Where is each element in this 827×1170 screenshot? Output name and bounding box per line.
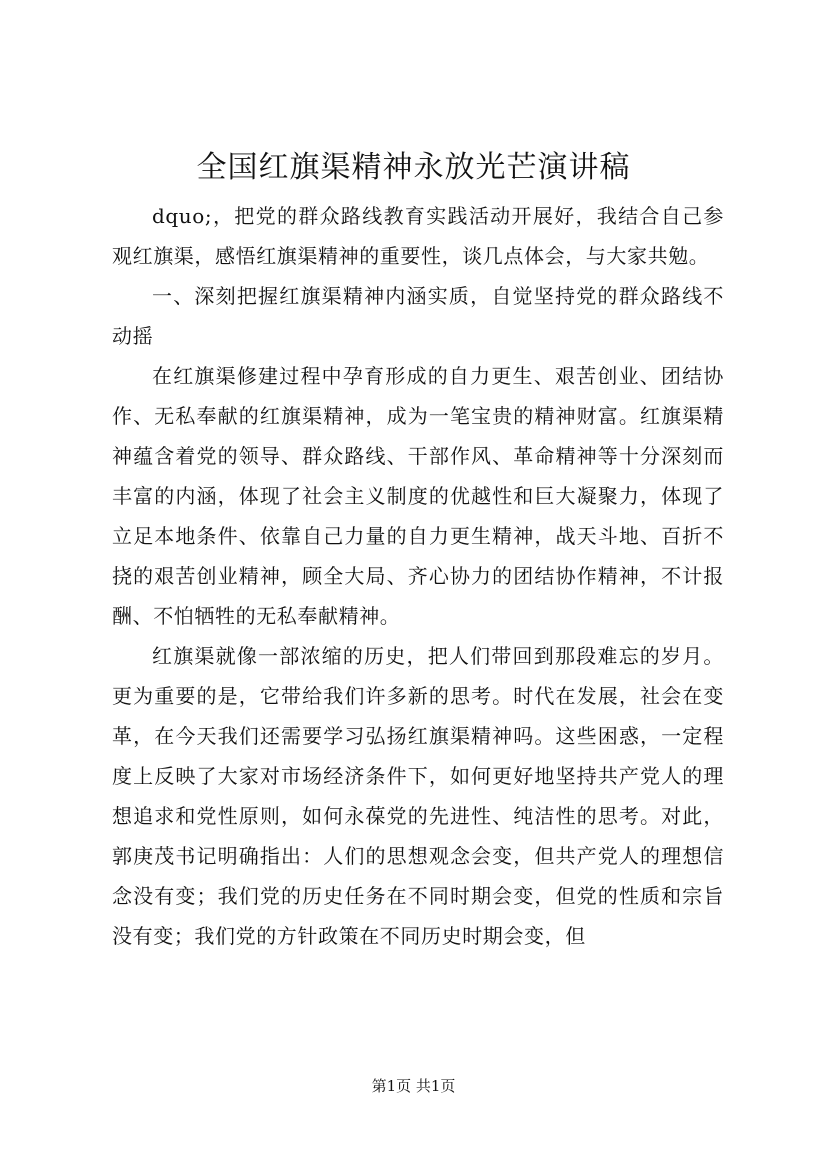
document-body: [112, 196, 724, 956]
paragraph-spirit: 在红旗渠修建过程中孕育形成的自力更生、艰苦创业、团结协作、无私奉献的红旗渠精神，成为一笔宝贵的精神财富。红旗渠精神蕴含着党的领导、群众路线、干部作风、革命精神等十分深刻而丰富的内涵，体现了社会主义制度的优越性和巨大凝聚力，体现了立足本地条件、依靠自己力量的自力更生精神，战天斗地、百折不挠的艰苦创业精神，顾全大局、齐心协力的团结协作精神，不计报酬、不怕牺牲的无私奉献精神。: [112, 364, 724, 628]
page-number-footer: 第1页 共1页: [371, 1077, 456, 1095]
section-heading-1: 一、深刻把握红旗渠精神内涵实质，自觉坚持党的群众路线不动摇: [112, 284, 724, 348]
paragraph-intro: dquo;，把党的群众路线教育实践活动开展好，我结合自己参观红旗渠，感悟红旗渠精神的重要性，谈几点体会，与大家共勉。: [112, 204, 724, 268]
document-title: 全国红旗渠精神永放光芒演讲稿: [196, 150, 631, 185]
paragraph-history: 红旗渠就像一部浓缩的历史，把人们带回到那段难忘的岁月。更为重要的是，它带给我们许多新的思考。时代在发展，社会在变革，在今天我们还需要学习弘扬红旗渠精神吗。这些困惑，一定程度上反映了大家对市场经济条件下，如何更好地坚持共产党人的理想追求和党性原则，如何永葆党的先进性、纯洁性的思考。对此，郭庚茂书记明确指出：人们的思想观念会变，但共产党人的理想信念没有变；我们党的历史任务在不同时期会变，但党的性质和宗旨没有变；我们党的方针政策在不同历史时期会变，但: [112, 644, 724, 948]
